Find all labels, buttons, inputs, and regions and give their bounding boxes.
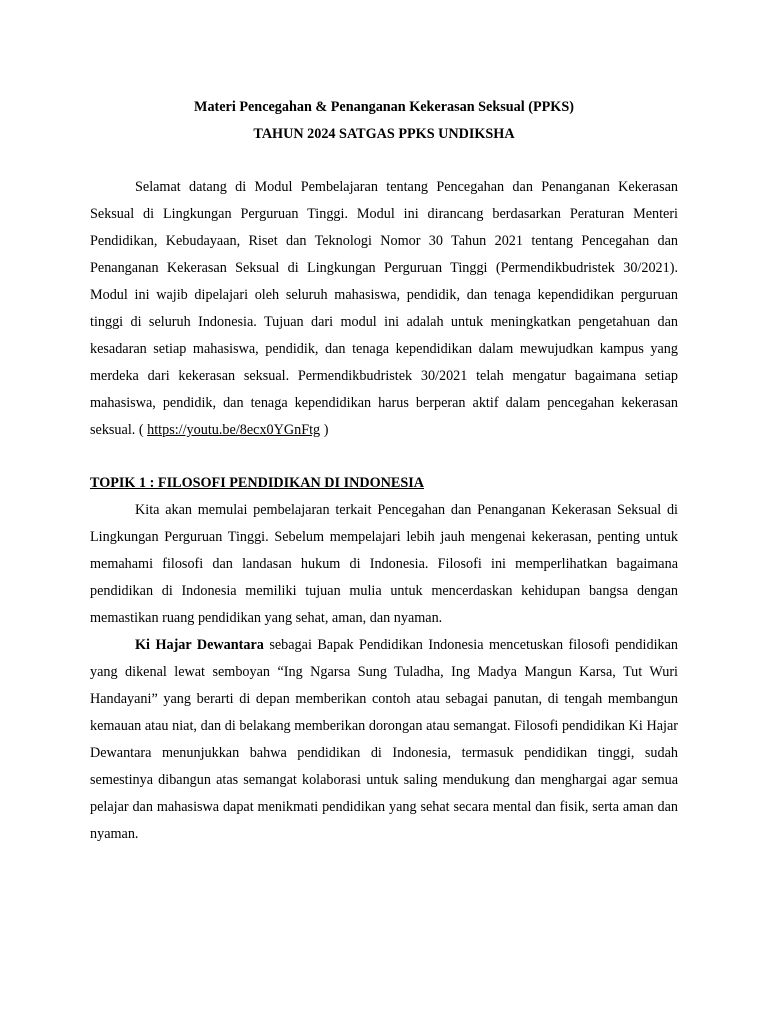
topic-1-paragraph-2	[90, 632, 678, 848]
intro-closing: )	[323, 422, 329, 438]
topic-1-heading: TOPIK 1 : FILOSOFI PENDIDIKAN DI INDONESIA	[90, 475, 424, 491]
intro-paragraph	[90, 174, 678, 444]
document-title: Materi Pencegahan & Penanganan Kekerasan Seksual (PPKS)	[194, 99, 574, 115]
topic-1-paragraph-2-text: sebagai Bapak Pendidikan Indonesia mencetuskan filosofi pendidikan yang dikenal lewat semboyan “Ing Ngarsa Sung Tuladha, Ing Madya Mangun Karsa, Tut Wuri Handayani” yang berarti di depan memberikan contoh atau sebagai panutan, di tengah membangun kemauan atau niat, dan di belakang memberikan dorongan atau semangat. Filosofi pendidikan Ki Hajar Dewantara menunjukkan bahwa pendidikan di Indonesia, termasuk pendidikan tinggi, sudah semestinya dibangun atas semangat kolaborasi untuk saling mendukung dan menghargai agar semua pelajar dan mahasiswa dapat menikmati pendidikan yang sehat secara mental dan fisik, serta aman dan nyaman.	[90, 637, 678, 842]
youtube-link[interactable]: https://youtu.be/8ecx0YGnFtg	[147, 422, 321, 438]
ki-hajar-dewantara-name: Ki Hajar Dewantara	[135, 637, 264, 653]
document-subtitle: TAHUN 2024 SATGAS PPKS UNDIKSHA	[253, 126, 515, 142]
intro-text: Selamat datang di Modul Pembelajaran tentang Pencegahan dan Penanganan Kekerasan Seksual di Lingkungan Perguruan Tinggi. Modul ini dirancang berdasarkan Peraturan Menteri Pendidikan, Kebudayaan, Riset dan Teknologi Nomor 30 Tahun 2021 tentang Pencegahan dan Penanganan Kekerasan Seksual di Lingkungan Perguruan Tinggi (Permendikbudristek 30/2021). Modul ini wajib dipelajari oleh seluruh mahasiswa, pendidik, dan tenaga kependidikan perguruan tinggi di seluruh Indonesia. Tujuan dari modul ini adalah untuk meningkatkan pengetahuan dan kesadaran setiap mahasiswa, pendidik, dan tenaga kependidikan dalam mewujudkan kampus yang merdeka dari kekerasan seksual. Permendikbudristek 30/2021 telah mengatur bagaimana setiap mahasiswa, pendidik, dan tenaga kependidikan harus berperan aktif dalam pencegahan kekerasan seksual. (	[90, 179, 678, 438]
topic-1-paragraph-1: Kita akan memulai pembelajaran terkait Pencegahan dan Penanganan Kekerasan Seksual di Lingkungan Perguruan Tinggi. Sebelum mempelajari lebih jauh mengenai kekerasan, penting untuk memahami filosofi dan landasan hukum di Indonesia. Filosofi ini memperlihatkan bagaimana pendidikan di Indonesia memiliki tujuan mulia untuk mencerdaskan kehidupan bangsa dengan memastikan ruang pendidikan yang sehat, aman, dan nyaman.	[90, 502, 678, 626]
